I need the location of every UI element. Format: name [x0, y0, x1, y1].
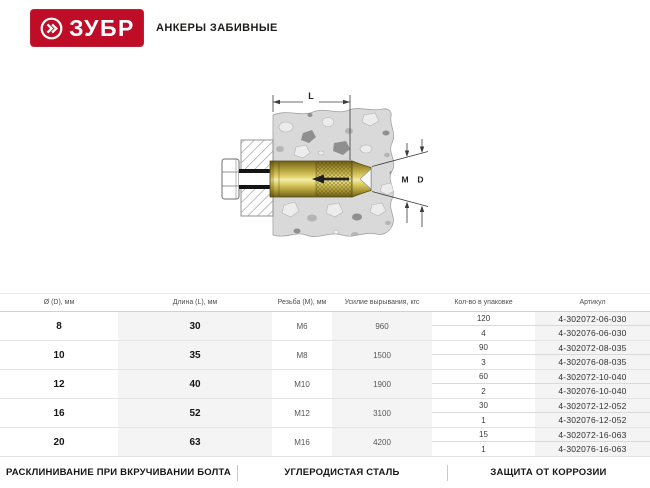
cell-thread: М16 — [294, 437, 310, 447]
table-row — [0, 341, 650, 370]
dimension-label-D: D — [417, 174, 424, 185]
brand-name: ЗУБР — [69, 14, 135, 41]
cell-pack-qty: 2 — [481, 386, 486, 396]
cell-pack-qty: 4 — [481, 328, 486, 338]
feature-wedging: РАСКЛИНИВАНИЕ ПРИ ВКРУЧИВАНИИ БОЛТА — [6, 467, 231, 478]
feature-carbon-steel: УГЛЕРОДИСТАЯ СТАЛЬ — [237, 467, 447, 478]
cell-length: 35 — [118, 341, 272, 369]
column-header-sku: Артикул — [579, 299, 606, 306]
cell-thread: М6 — [296, 321, 308, 331]
cell-diameter: 8 — [56, 320, 62, 332]
cell-diameter: 10 — [53, 349, 65, 361]
cell-force: 3100 — [332, 399, 432, 427]
cell-sku: 4-302072-06-030 — [535, 312, 650, 326]
cell-sku: 4-302076-08-035 — [535, 355, 650, 369]
cell-force: 4200 — [332, 428, 432, 456]
cell-length: 63 — [118, 428, 272, 456]
cell-force: 1900 — [332, 370, 432, 398]
table-header-row — [0, 294, 650, 312]
cell-sku: 4-302076-16-063 — [535, 442, 650, 456]
cell-diameter: 16 — [53, 407, 65, 419]
table-row — [0, 312, 650, 341]
cell-sku: 4-302076-06-030 — [535, 326, 650, 340]
column-header-thread: Резьба (М), мм — [277, 299, 327, 306]
table-row — [0, 399, 650, 428]
cell-sku: 4-302076-10-040 — [535, 384, 650, 398]
cell-length: 40 — [118, 370, 272, 398]
cell-diameter: 12 — [53, 378, 65, 390]
cell-length: 52 — [118, 399, 272, 427]
cell-force: 1500 — [332, 341, 432, 369]
cell-pack-qty: 15 — [432, 428, 535, 442]
cell-thread: М12 — [294, 408, 310, 418]
cell-pack-qty: 30 — [432, 399, 535, 413]
cell-pack-qty: 60 — [432, 370, 535, 384]
cell-pack-qty: 90 — [432, 341, 535, 355]
feature-corrosion-protection: ЗАЩИТА ОТ КОРРОЗИИ — [447, 467, 650, 478]
cell-thread: М8 — [296, 350, 308, 360]
brand-logo — [30, 9, 144, 47]
cell-sku: 4-302072-12-052 — [535, 399, 650, 413]
dimension-label-L: L — [308, 91, 314, 101]
column-header-pack-qty: Кол-во в упаковке — [454, 299, 513, 306]
anchor-body — [270, 161, 371, 197]
cell-sku: 4-302076-12-052 — [535, 413, 650, 427]
zubr-arrow-icon — [39, 16, 64, 41]
spec-table — [0, 293, 650, 457]
table-row — [0, 428, 650, 457]
column-header-diameter: Ø (D), мм — [43, 299, 75, 306]
cell-thread: М10 — [294, 379, 310, 389]
cell-pack-qty: 1 — [481, 415, 486, 425]
feature-bar — [0, 457, 650, 488]
page-title: АНКЕРЫ ЗАБИВНЫЕ — [156, 22, 278, 34]
column-header-force: Усилие вырывания, кгс — [344, 299, 420, 306]
cell-length: 30 — [118, 312, 272, 340]
cell-pack-qty: 3 — [481, 357, 486, 367]
cell-sku: 4-302072-08-035 — [535, 341, 650, 355]
dimension-label-M: M — [401, 174, 409, 185]
cell-pack-qty: 120 — [432, 312, 535, 326]
cell-sku: 4-302072-16-063 — [535, 428, 650, 442]
cell-pack-qty: 1 — [481, 444, 486, 454]
cell-force: 960 — [332, 312, 432, 340]
cell-sku: 4-302072-10-040 — [535, 370, 650, 384]
cell-diameter: 20 — [53, 436, 65, 448]
table-row — [0, 370, 650, 399]
anchor-diagram — [200, 85, 445, 245]
column-header-length: Длина (L), мм — [172, 299, 218, 306]
